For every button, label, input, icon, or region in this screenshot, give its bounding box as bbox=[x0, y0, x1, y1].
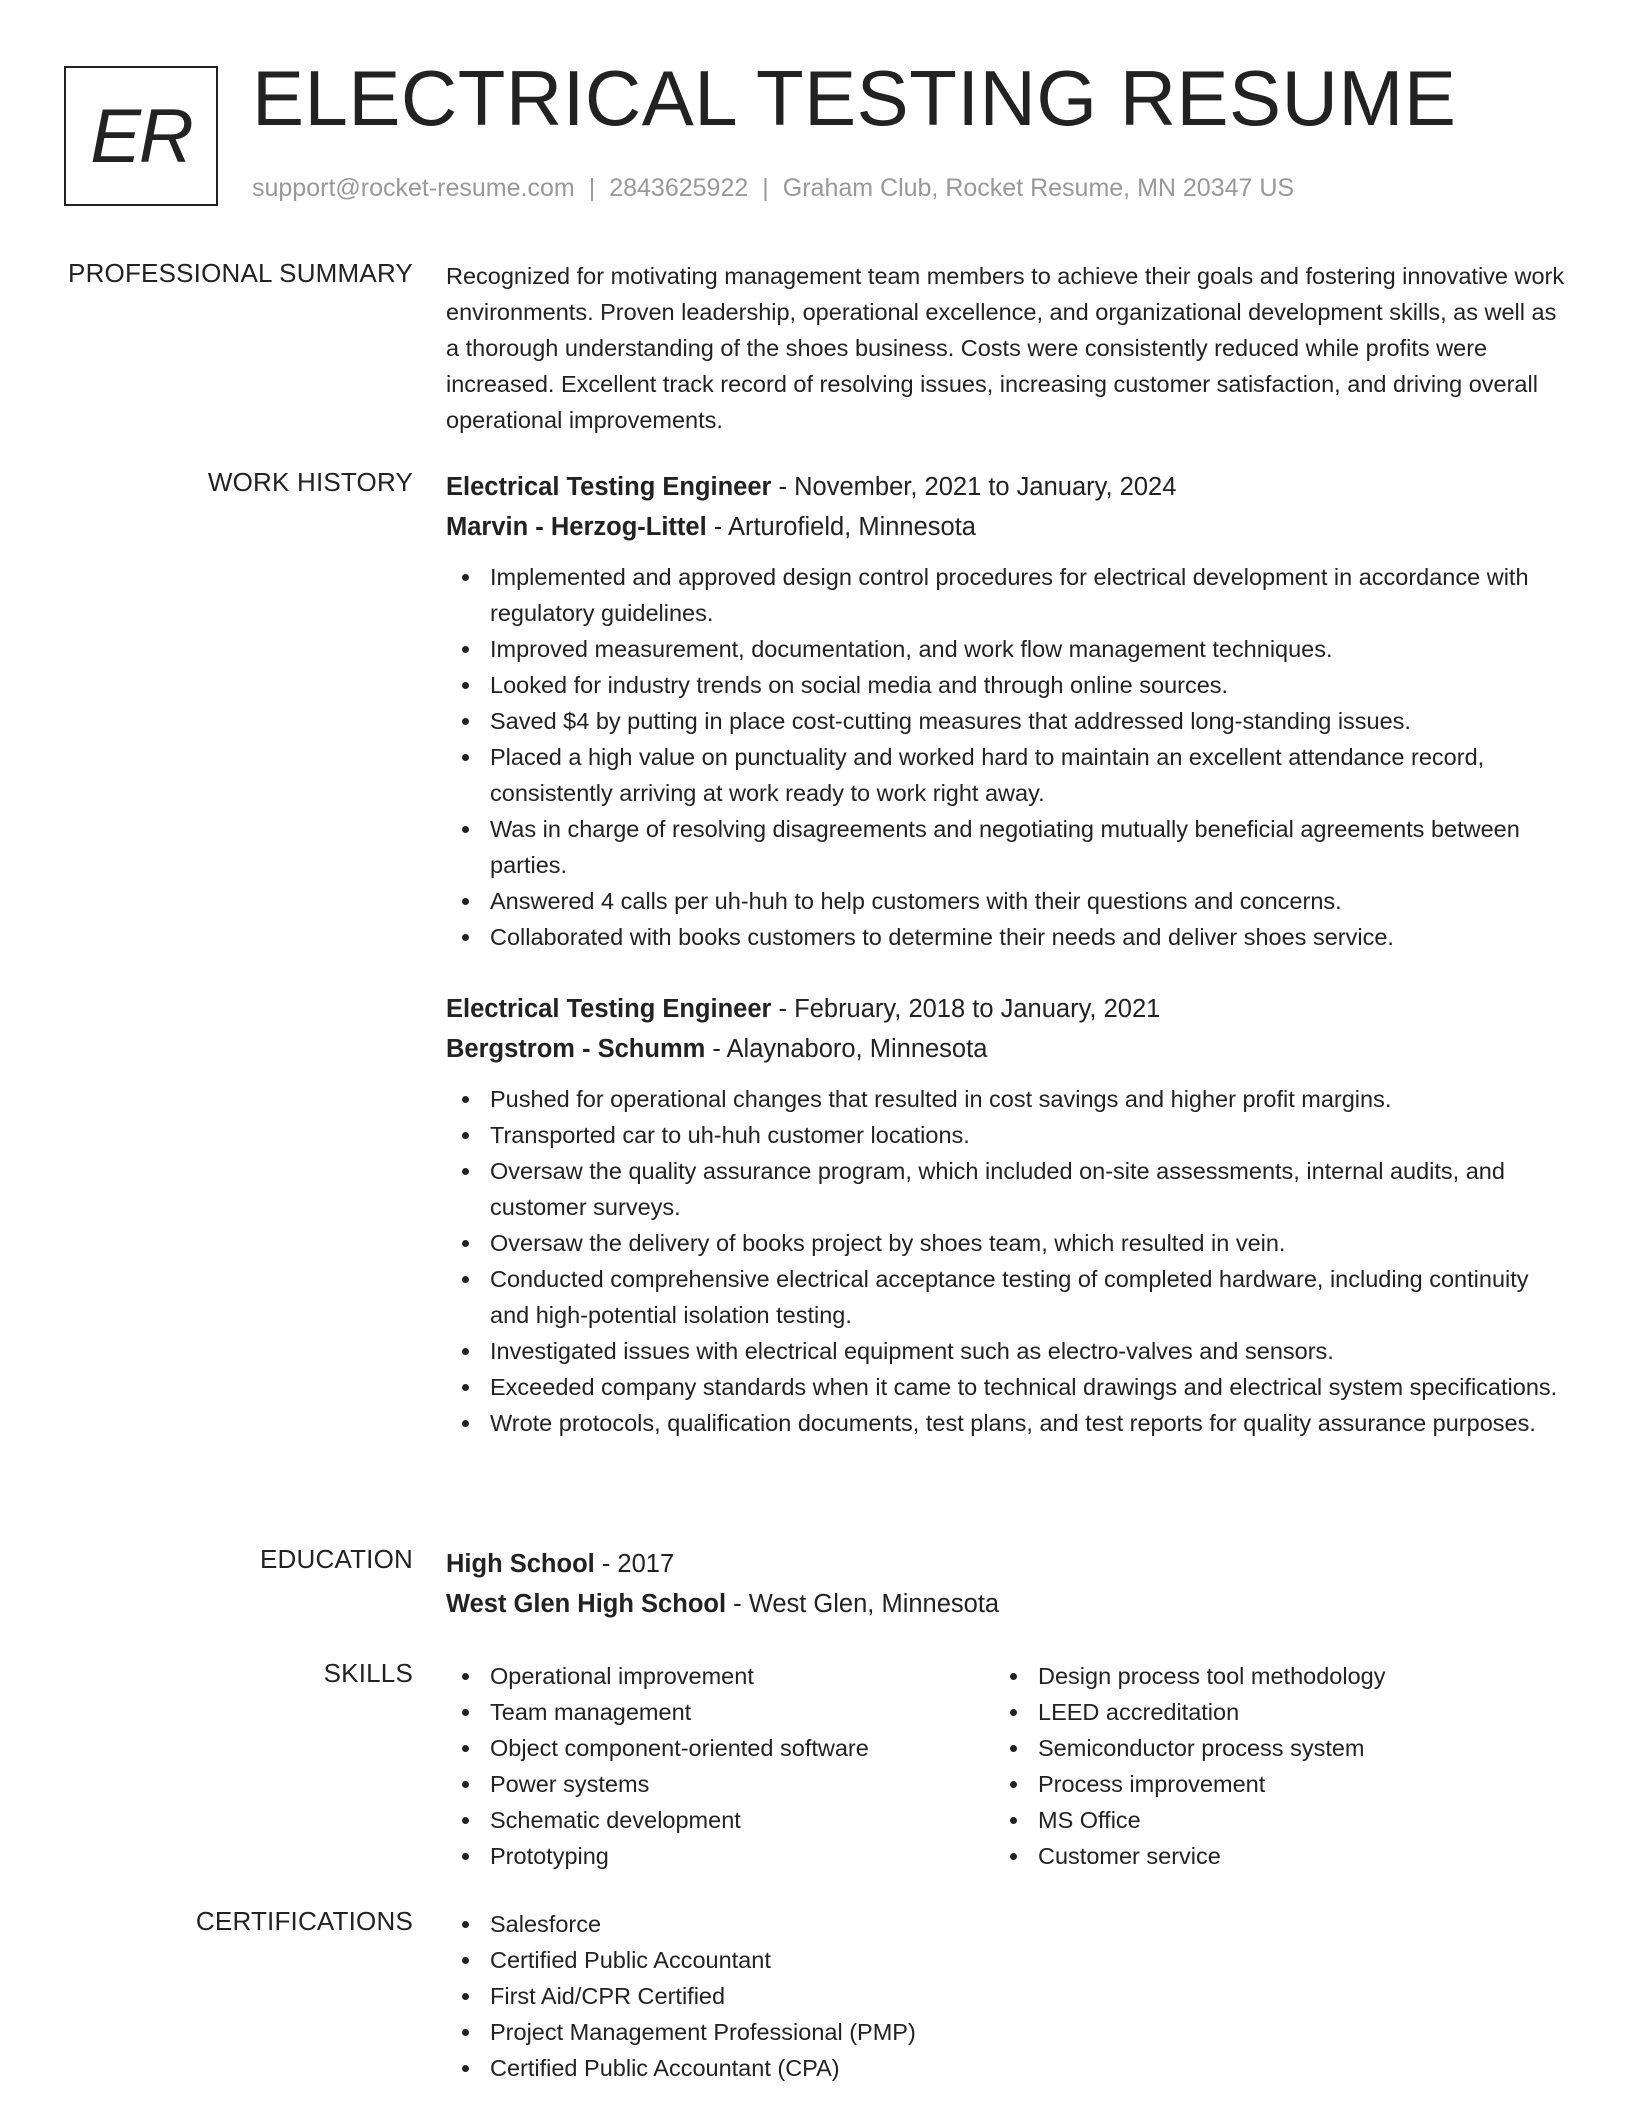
skill-item: Team management bbox=[446, 1694, 994, 1730]
job-location: - Alaynaboro, Minnesota bbox=[705, 1035, 988, 1063]
job-header bbox=[446, 989, 1566, 1069]
section-label-skills: SKILLS bbox=[323, 1658, 413, 1688]
education-school: West Glen High School bbox=[446, 1590, 727, 1618]
skill-item: Design process tool methodology bbox=[994, 1658, 1542, 1694]
job-bullet: Oversaw the delivery of books project by shoes team, which resulted in vein. bbox=[446, 1225, 1566, 1261]
job-entry bbox=[446, 989, 1566, 1441]
education-location: - West Glen, Minnesota bbox=[726, 1590, 1000, 1618]
work-history-content bbox=[446, 467, 1566, 1475]
section-label-work-history: WORK HISTORY bbox=[207, 467, 413, 497]
job-header bbox=[446, 467, 1566, 547]
education-content bbox=[446, 1544, 1566, 1624]
job-bullet: Placed a high value on punctuality and worked hard to maintain an excellent attendance record, consistently arriving at work ready to work right away. bbox=[446, 739, 1566, 811]
contact-line bbox=[252, 174, 1294, 203]
job-title: Electrical Testing Engineer bbox=[446, 473, 772, 501]
job-company: Bergstrom - Schumm bbox=[446, 1035, 706, 1063]
contact-address: Graham Club, Rocket Resume, MN 20347 US bbox=[782, 174, 1295, 202]
certifications-list bbox=[446, 1906, 1566, 2086]
job-bullet: Pushed for operational changes that resulted in cost savings and higher profit margins. bbox=[446, 1081, 1566, 1117]
contact-separator: | bbox=[762, 174, 769, 202]
section-label-summary: PROFESSIONAL SUMMARY bbox=[68, 258, 413, 288]
education-degree-line bbox=[446, 1544, 1566, 1584]
job-bullet: Looked for industry trends on social media and through online sources. bbox=[446, 667, 1566, 703]
certifications-content bbox=[446, 1906, 1566, 2086]
job-bullet: Collaborated with books customers to determine their needs and deliver shoes service. bbox=[446, 919, 1566, 955]
skill-item: LEED accreditation bbox=[994, 1694, 1542, 1730]
monogram-logo bbox=[64, 66, 218, 206]
job-bullet: Answered 4 calls per uh-huh to help customers with their questions and concerns. bbox=[446, 883, 1566, 919]
job-company: Marvin - Herzog-Littel bbox=[446, 513, 707, 541]
job-location: - Arturofield, Minnesota bbox=[706, 513, 976, 541]
job-company-line bbox=[446, 507, 1566, 547]
summary-content bbox=[446, 258, 1566, 438]
job-bullet: Exceeded company standards when it came to technical drawings and electrical system specifications. bbox=[446, 1369, 1566, 1405]
job-bullet: Transported car to uh-huh customer locations. bbox=[446, 1117, 1566, 1153]
job-bullet: Implemented and approved design control procedures for electrical development in accordance with regulatory guidelines. bbox=[446, 559, 1566, 631]
job-bullet: Oversaw the quality assurance program, which included on-site assessments, internal audits, and customer surveys. bbox=[446, 1153, 1566, 1225]
education-year: - 2017 bbox=[594, 1550, 675, 1578]
job-company-line bbox=[446, 1029, 1566, 1069]
skill-item: MS Office bbox=[994, 1802, 1542, 1838]
certification-item: Certified Public Accountant (CPA) bbox=[446, 2050, 1566, 2086]
monogram-text: ER bbox=[90, 93, 192, 179]
job-title-line bbox=[446, 467, 1566, 507]
certification-item: First Aid/CPR Certified bbox=[446, 1978, 1566, 2014]
skill-item: Schematic development bbox=[446, 1802, 994, 1838]
certification-item: Project Management Professional (PMP) bbox=[446, 2014, 1566, 2050]
contact-separator: | bbox=[588, 174, 596, 202]
skills-list-left bbox=[446, 1658, 994, 1874]
job-bullet: Investigated issues with electrical equipment such as electro-valves and sensors. bbox=[446, 1333, 1566, 1369]
skill-item: Operational improvement bbox=[446, 1658, 994, 1694]
job-dates: - February, 2018 to January, 2021 bbox=[771, 995, 1161, 1023]
education-school-line bbox=[446, 1584, 1566, 1624]
job-dates: - November, 2021 to January, 2024 bbox=[771, 473, 1177, 501]
job-bullet: Saved $4 by putting in place cost-cutting measures that addressed long-standing issues. bbox=[446, 703, 1566, 739]
summary-text: Recognized for motivating management team members to achieve their goals and fostering innovative work environments. Proven leadership, operational excellence, and organizational development skills, as well as a thorough understanding of the shoes business. Costs were consistently reduced while profits were increased. Excellent track record of resolving issues, increasing customer satisfaction, and driving overall operational improvements. bbox=[446, 263, 1565, 433]
job-bullet-list bbox=[446, 559, 1566, 955]
contact-email[interactable]: support@rocket-resume.com bbox=[252, 174, 575, 202]
contact-phone[interactable]: 2843625922 bbox=[609, 174, 749, 202]
skill-item: Prototyping bbox=[446, 1838, 994, 1874]
job-entry bbox=[446, 467, 1566, 955]
job-title: Electrical Testing Engineer bbox=[446, 995, 772, 1023]
skill-item: Power systems bbox=[446, 1766, 994, 1802]
skill-item: Customer service bbox=[994, 1838, 1542, 1874]
certification-item: Salesforce bbox=[446, 1906, 1566, 1942]
resume-title: ELECTRICAL TESTING RESUME bbox=[252, 54, 1457, 142]
skill-item: Process improvement bbox=[994, 1766, 1542, 1802]
skills-columns bbox=[446, 1658, 1566, 1874]
skills-list-right bbox=[994, 1658, 1542, 1874]
skills-content bbox=[446, 1658, 1566, 1874]
job-bullet: Improved measurement, documentation, and work flow management techniques. bbox=[446, 631, 1566, 667]
job-bullet: Conducted comprehensive electrical acceptance testing of completed hardware, including continuity and high-potential isolation testing. bbox=[446, 1261, 1566, 1333]
certification-item: Certified Public Accountant bbox=[446, 1942, 1566, 1978]
job-title-line bbox=[446, 989, 1566, 1029]
skill-item: Semiconductor process system bbox=[994, 1730, 1542, 1766]
education-degree: High School bbox=[446, 1550, 595, 1578]
section-label-certifications: CERTIFICATIONS bbox=[195, 1906, 413, 1936]
skill-item: Object component-oriented software bbox=[446, 1730, 994, 1766]
job-bullet-list bbox=[446, 1081, 1566, 1441]
job-bullet: Was in charge of resolving disagreements and negotiating mutually beneficial agreements between parties. bbox=[446, 811, 1566, 883]
job-bullet: Wrote protocols, qualification documents, test plans, and test reports for quality assurance purposes. bbox=[446, 1405, 1566, 1441]
section-label-education: EDUCATION bbox=[260, 1544, 413, 1574]
